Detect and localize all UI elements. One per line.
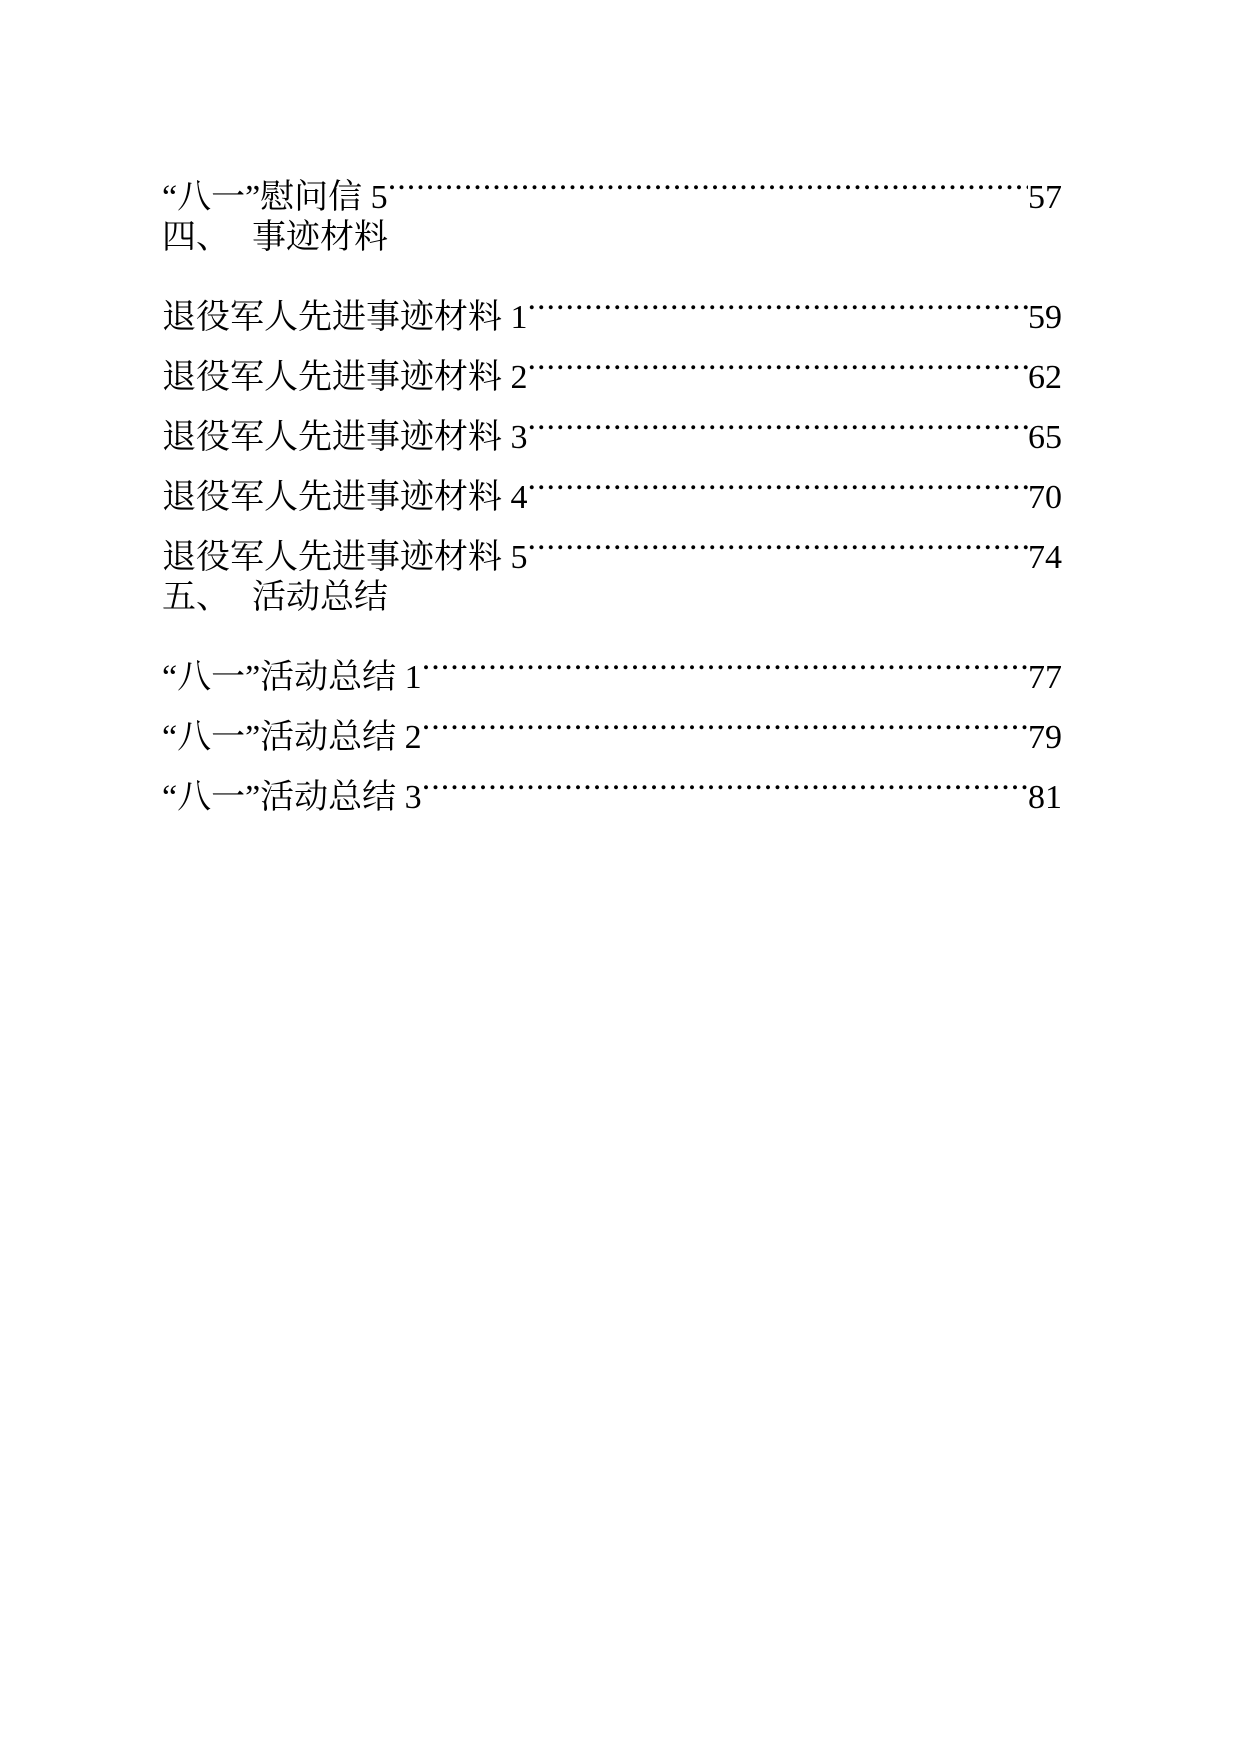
toc-entry-page: 74 [1028, 539, 1062, 576]
toc-entry-title: 退役军人先进事迹材料 2 [162, 359, 528, 396]
toc-section-heading [162, 208, 1062, 268]
toc-entry[interactable] [162, 148, 1062, 216]
toc-entry-title: 退役军人先进事迹材料 1 [162, 299, 528, 336]
toc-entry-page: 79 [1028, 719, 1062, 756]
section-title: 事迹材料 [252, 219, 388, 256]
toc-section-heading [162, 568, 1062, 628]
dot-leader [388, 148, 1028, 208]
toc-entry-page: 65 [1028, 419, 1062, 456]
toc-entry-title: 退役军人先进事迹材料 4 [162, 479, 528, 516]
toc-entry-title: 退役军人先进事迹材料 3 [162, 419, 528, 456]
toc-entry-page: 70 [1028, 479, 1062, 516]
toc-entry-page: 62 [1028, 359, 1062, 396]
section-title: 活动总结 [252, 579, 388, 616]
dot-leader [422, 748, 1028, 808]
dot-leader [528, 508, 1029, 568]
toc-entry-title: “八一”活动总结 1 [162, 659, 422, 696]
toc-entry-title: “八一”活动总结 2 [162, 719, 422, 756]
dot-leader [422, 688, 1028, 748]
toc-entry-title: 退役军人先进事迹材料 5 [162, 539, 528, 576]
table-of-contents [162, 148, 1062, 816]
toc-entry-page: 59 [1028, 299, 1062, 336]
dot-leader [528, 448, 1029, 508]
dot-leader [528, 388, 1029, 448]
toc-entry[interactable] [162, 268, 1062, 336]
toc-entry-title: “八一”活动总结 3 [162, 779, 422, 816]
toc-entry-page: 57 [1028, 179, 1062, 216]
toc-entry-title: “八一”慰问信 5 [162, 179, 388, 216]
section-number: 五、 [162, 579, 230, 616]
dot-leader [528, 268, 1029, 328]
dot-leader [422, 628, 1028, 688]
toc-entry-page: 77 [1028, 659, 1062, 696]
section-number: 四、 [162, 219, 230, 256]
toc-entry-page: 81 [1028, 779, 1062, 816]
toc-entry[interactable] [162, 628, 1062, 696]
dot-leader [528, 328, 1029, 388]
